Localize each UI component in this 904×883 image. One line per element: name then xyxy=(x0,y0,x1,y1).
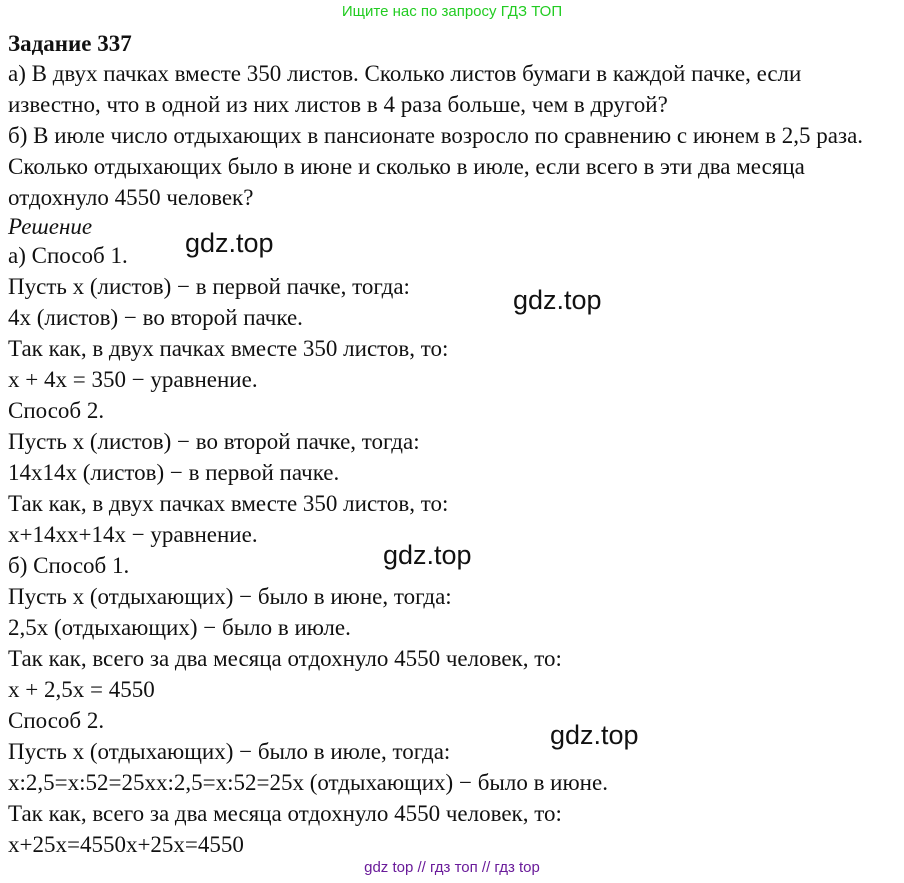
solution-line: Пусть x (отдыхающих) − было в июне, тогда: xyxy=(8,584,452,609)
watermark: gdz.top xyxy=(185,228,274,258)
watermark: gdz.top xyxy=(383,540,472,570)
task-part-a: а) В двух пачках вместе 350 листов. Сколько листов бумаги в каждой пачке, если известно, что в одной из них листов в 4 раза больше, чем в другой? xyxy=(8,61,802,117)
solution-line: 14x14x (листов) − в первой пачке. xyxy=(8,460,340,485)
task-part-b: б) В июле число отдыхающих в пансионате возросло по сравнению с июнем в 2,5 раза. Сколько отдыхающих было в июне и сколько в июле, если всего в эти два месяца отдохнуло 4550 человек? xyxy=(8,123,864,210)
solution-line: Способ 2. xyxy=(8,398,105,423)
solution-line: Так как, в двух пачках вместе 350 листов, то: xyxy=(8,491,449,516)
solution-line: x + 4x = 350 − уравнение. xyxy=(8,367,258,392)
watermark: gdz.top xyxy=(550,720,639,750)
solution-line: Пусть x (листов) − во второй пачке, тогда: xyxy=(8,429,420,454)
solution-line: Так как, всего за два месяца отдохнуло 4550 человек, то: xyxy=(8,801,562,826)
solution-line: Так как, всего за два месяца отдохнуло 4550 человек, то: xyxy=(8,646,562,671)
solution-line: x + 2,5x = 4550 xyxy=(8,677,155,702)
task-title: Задание 337 xyxy=(8,31,132,56)
solution-line: x:2,5=x:52=25xx:2,5=x:52=25x (отдыхающих) − было в июне. xyxy=(8,770,608,795)
solution-line: б) Способ 1. xyxy=(8,553,130,578)
watermark: gdz.top xyxy=(513,285,602,315)
solution-line: x+14xx+14x − уравнение. xyxy=(8,522,258,547)
bottom-banner: gdz top // гдз топ // гдз top xyxy=(364,859,540,876)
task-content xyxy=(8,29,898,860)
solution-line: Пусть x (листов) − в первой пачке, тогда: xyxy=(8,274,410,299)
top-banner: Ищите нас по запросу ГДЗ ТОП xyxy=(341,3,563,20)
solution-heading: Решение xyxy=(8,214,93,239)
solution-line: Так как, в двух пачках вместе 350 листов, то: xyxy=(8,336,449,361)
solution-line: Пусть x (отдыхающих) − было в июле, тогда: xyxy=(8,739,451,764)
solution-line: Способ 2. xyxy=(8,708,105,733)
solution-line: 4x (листов) − во второй пачке. xyxy=(8,305,303,330)
solution-line: x+25x=4550x+25x=4550 xyxy=(8,832,244,857)
solution-line: а) Способ 1. xyxy=(8,243,128,268)
solution-line: 2,5x (отдыхающих) − было в июле. xyxy=(8,615,351,640)
